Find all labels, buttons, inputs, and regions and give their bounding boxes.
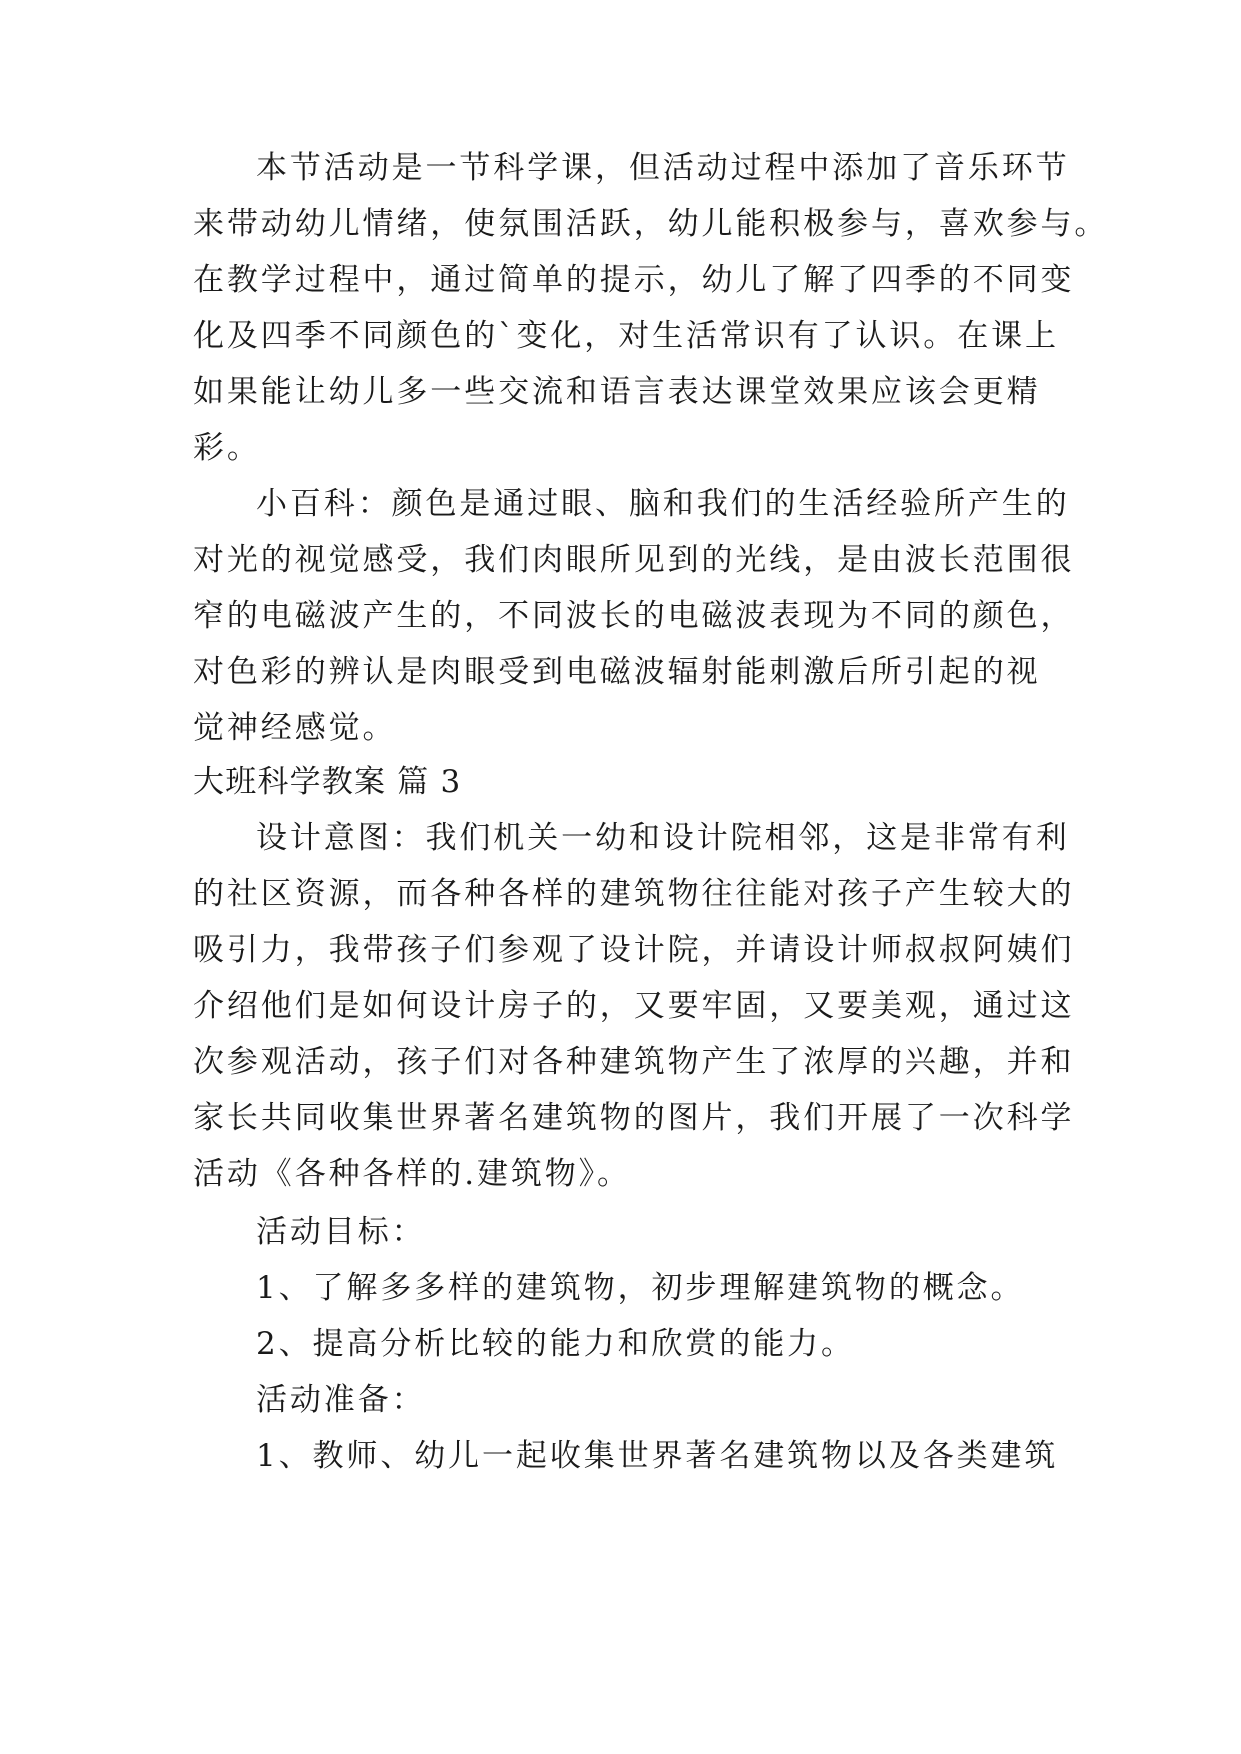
subheading-objectives: 活动目标： [256,1214,426,1250]
paragraph-line: 吸引力，我带孩子们参观了设计院，并请设计师叔叔阿姨们 [193,932,1075,968]
paragraph-line: 次参观活动，孩子们对各种建筑物产生了浓厚的兴趣，并和 [193,1044,1075,1080]
paragraph-line: 觉神经感觉。 [193,710,397,746]
paragraph-line: 对色彩的辨认是肉眼受到电磁波辐射能刺激后所引起的视 [193,654,1041,690]
paragraph-line: 窄的电磁波产生的，不同波长的电磁波表现为不同的颜色， [193,598,1075,634]
paragraph-line: 小百科：颜色是通过眼、脑和我们的生活经验所产生的 [256,486,1070,522]
paragraph-line: 如果能让幼儿多一些交流和语言表达课堂效果应该会更精 [193,374,1041,410]
paragraph-line: 活动《各种各样的.建筑物》。 [193,1156,631,1192]
paragraph-line: 来带动幼儿情绪，使氛围活跃，幼儿能积极参与，喜欢参与。 [193,206,1109,242]
paragraph-line: 彩。 [193,430,261,466]
paragraph-line: 对光的视觉感受，我们肉眼所见到的光线，是由波长范围很 [193,542,1075,578]
list-item: 2、提高分析比较的能力和欣赏的能力。 [256,1326,855,1362]
paragraph-line: 的社区资源，而各种各样的建筑物往往能对孩子产生较大的 [193,876,1075,912]
list-item: 1、了解多多样的建筑物，初步理解建筑物的概念。 [256,1270,1025,1306]
paragraph-line: 介绍他们是如何设计房子的，又要牢固，又要美观，通过这 [193,988,1075,1024]
subheading-preparation: 活动准备： [256,1382,426,1418]
paragraph-line: 设计意图：我们机关一幼和设计院相邻，这是非常有利 [256,820,1070,856]
paragraph-line: 在教学过程中，通过简单的提示，幼儿了解了四季的不同变 [193,262,1075,298]
section-heading: 大班科学教案 篇 3 [193,764,462,800]
paragraph-line: 化及四季不同颜色的`变化，对生活常识有了认识。在课上 [193,318,1059,354]
paragraph-line: 家长共同收集世界著名建筑物的图片，我们开展了一次科学 [193,1100,1075,1136]
paragraph-line: 本节活动是一节科学课，但活动过程中添加了音乐环节 [256,150,1070,186]
list-item: 1、教师、幼儿一起收集世界著名建筑物以及各类建筑 [256,1438,1059,1474]
